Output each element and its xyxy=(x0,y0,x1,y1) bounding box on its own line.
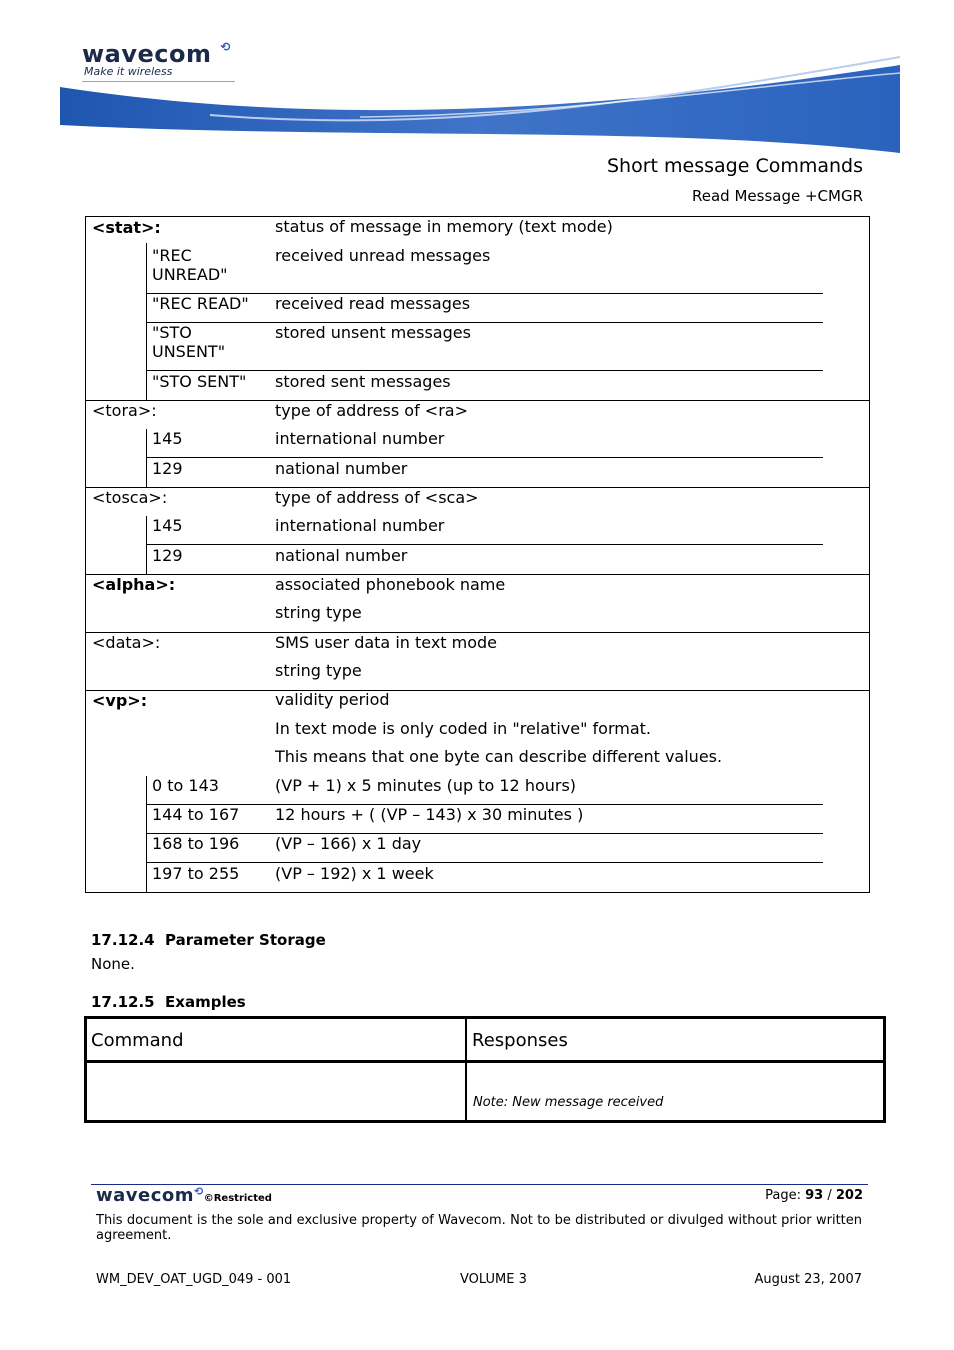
header-wave-banner xyxy=(60,55,900,155)
section-heading-examples xyxy=(91,993,246,1011)
section-number: 17.12.5 xyxy=(91,993,155,1011)
section-title: Parameter Storage xyxy=(165,931,326,949)
page-subtitle: Read Message +CMGR xyxy=(692,187,863,205)
header-divider xyxy=(87,1060,883,1063)
param-desc: string type xyxy=(275,661,362,680)
row-divider xyxy=(146,370,823,371)
value-cell: 145 xyxy=(152,429,183,448)
response-note: Note: New message received xyxy=(473,1095,664,1110)
logo-text: wavecom xyxy=(82,40,212,68)
page-total: 202 xyxy=(835,1188,863,1203)
footer-logo-text: wavecom xyxy=(96,1185,195,1206)
row-divider xyxy=(146,833,823,834)
param-desc: status of message in memory (text mode) xyxy=(275,217,613,236)
value-cell: "STO SENT" xyxy=(152,372,247,391)
logo-swirl-icon: ⟲ xyxy=(220,40,231,54)
restricted-label: ©Restricted xyxy=(203,1193,272,1204)
header-responses: Responses xyxy=(472,1030,568,1051)
meaning-cell: received unread messages xyxy=(275,246,491,265)
value-cell: 168 to 196 xyxy=(152,834,240,853)
section-heading-storage xyxy=(91,931,326,949)
param-divider xyxy=(86,400,869,401)
doc-id: WM_DEV_OAT_UGD_049 - 001 xyxy=(96,1272,292,1287)
doc-date: August 23, 2007 xyxy=(754,1272,862,1287)
header-command: Command xyxy=(91,1030,184,1051)
value-cell: 144 to 167 xyxy=(152,805,240,824)
meaning-cell: stored unsent messages xyxy=(275,323,471,342)
meaning-cell: (VP – 192) x 1 week xyxy=(275,864,434,883)
value-cell: "STO UNSENT" xyxy=(152,323,226,361)
meaning-cell: international number xyxy=(275,516,445,535)
footer-notice: This document is the sole and exclusive property of Wavecom. Not to be distributed or divulged without prior written agreement. xyxy=(96,1213,862,1243)
value-cell: 129 xyxy=(152,546,183,565)
param-desc: In text mode is only coded in "relative" format. xyxy=(275,719,651,738)
sub-table-left-border xyxy=(146,516,147,574)
param-name-tora: <tora>: xyxy=(92,401,157,420)
param-name-alpha: <alpha>: xyxy=(92,575,176,594)
page-separator: / xyxy=(827,1188,832,1203)
meaning-cell: stored sent messages xyxy=(275,372,451,391)
examples-table xyxy=(84,1016,886,1123)
value-cell: 0 to 143 xyxy=(152,776,219,795)
meaning-cell: national number xyxy=(275,459,408,478)
meaning-cell: received read messages xyxy=(275,294,471,313)
meaning-cell: (VP + 1) x 5 minutes (up to 12 hours) xyxy=(275,776,577,795)
value-cell: 129 xyxy=(152,459,183,478)
param-desc: string type xyxy=(275,603,362,622)
param-desc: validity period xyxy=(275,690,390,709)
param-desc: type of address of <sca> xyxy=(275,488,479,507)
value-cell: 145 xyxy=(152,516,183,535)
param-name-data: <data>: xyxy=(92,633,161,652)
page-label: Page: xyxy=(765,1188,801,1203)
meaning-cell: 12 hours + ( (VP – 143) x 30 minutes ) xyxy=(275,805,584,824)
section-title: Examples xyxy=(165,993,246,1011)
param-desc: SMS user data in text mode xyxy=(275,633,498,652)
meaning-cell: (VP – 166) x 1 day xyxy=(275,834,422,853)
row-divider xyxy=(146,544,823,545)
page-current: 93 xyxy=(805,1188,824,1203)
param-divider xyxy=(86,690,869,691)
volume-label: VOLUME 3 xyxy=(460,1272,527,1287)
page-number xyxy=(765,1188,863,1203)
column-divider xyxy=(465,1019,467,1120)
section-number: 17.12.4 xyxy=(91,931,155,949)
row-divider xyxy=(146,862,823,863)
parameter-table xyxy=(85,216,870,893)
footer-logo-swirl-icon: ⟲ xyxy=(194,1185,204,1198)
value-cell: "REC UNREAD" xyxy=(152,246,228,284)
param-desc: associated phonebook name xyxy=(275,575,506,594)
meaning-cell: national number xyxy=(275,546,408,565)
value-cell: "REC READ" xyxy=(152,294,249,313)
page-title: Short message Commands xyxy=(606,155,863,177)
tagline: Make it wireless xyxy=(84,65,173,78)
param-name-tosca: <tosca>: xyxy=(92,488,168,507)
sub-table-left-border xyxy=(146,429,147,487)
value-cell: 197 to 255 xyxy=(152,864,240,883)
param-desc: This means that one byte can describe different values. xyxy=(275,747,723,766)
footer-logo xyxy=(96,1185,272,1206)
param-desc: type of address of <ra> xyxy=(275,401,468,420)
param-name-vp: <vp>: xyxy=(92,691,148,710)
row-divider xyxy=(146,457,823,458)
sub-table-left-border xyxy=(146,776,147,892)
param-name-stat: <stat>: xyxy=(92,218,161,237)
meaning-cell: international number xyxy=(275,429,445,448)
section-body: None. xyxy=(91,955,135,973)
